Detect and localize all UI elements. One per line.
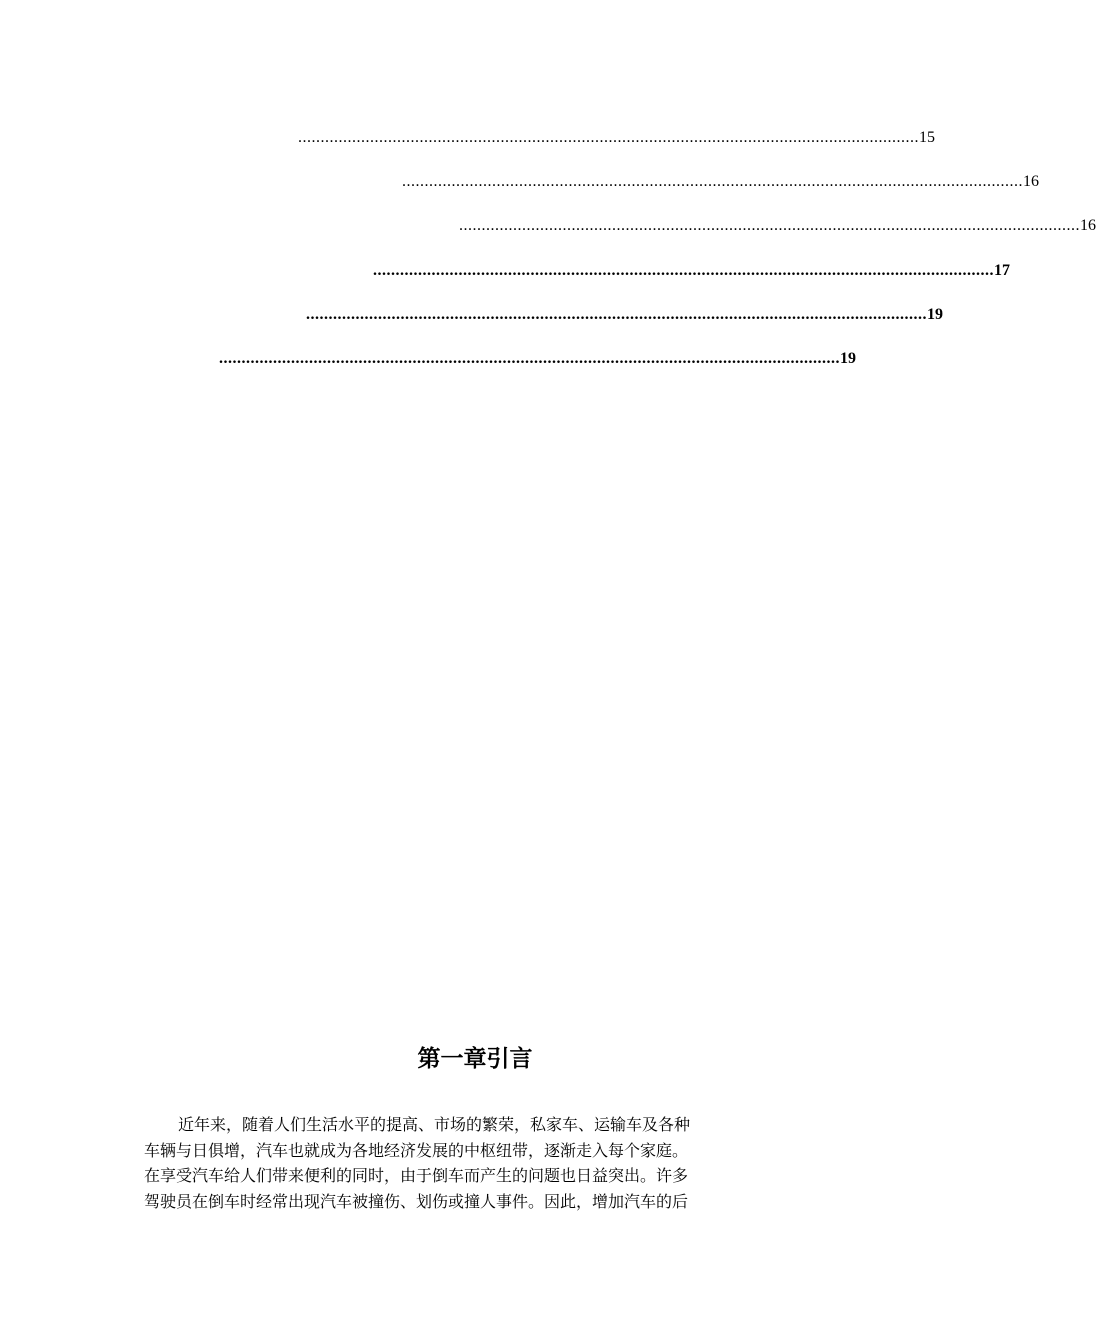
toc-entry[interactable] [306, 304, 943, 326]
toc-page-number: 16 [1080, 217, 1096, 234]
toc-leader-dots: .......................................................................................................................................... [298, 129, 919, 146]
paragraph-line: 近年来，随着人们生活水平的提高、市场的繁荣，私家车、运输车及各种 [178, 1115, 691, 1134]
paragraph-line: 在享受汽车给人们带来便利的同时，由于倒车而产生的问题也日益突出。许多 [144, 1166, 689, 1185]
toc-page-number: 19 [840, 350, 856, 367]
toc-page-number: 19 [927, 306, 943, 323]
toc-leader-dots: .......................................................................................................................................... [306, 306, 927, 323]
chapter-title: 第一章引言 [417, 1046, 533, 1072]
toc-leader-dots: .......................................................................................................................................... [219, 350, 840, 367]
paragraph-line: 驾驶员在倒车时经常出现汽车被撞伤、划伤或撞人事件。因此，增加汽车的后 [144, 1191, 689, 1211]
toc-entry[interactable] [298, 127, 935, 149]
toc-entry[interactable] [219, 348, 856, 370]
toc-entry[interactable] [402, 171, 1039, 193]
toc-entry[interactable] [373, 260, 1010, 282]
chapter-body-paragraph [144, 1112, 796, 1214]
toc-page-number: 17 [994, 262, 1010, 279]
toc-page-number: 15 [919, 129, 935, 146]
toc-entry[interactable] [459, 215, 1096, 237]
paragraph-line: 车辆与日俱增，汽车也就成为各地经济发展的中枢纽带，逐渐走入每个家庭。 [144, 1140, 689, 1160]
toc-page-number: 16 [1023, 173, 1039, 190]
toc-leader-dots: .......................................................................................................................................... [402, 173, 1023, 190]
toc-leader-dots: .......................................................................................................................................... [459, 217, 1080, 234]
toc-leader-dots: .......................................................................................................................................... [373, 262, 994, 279]
